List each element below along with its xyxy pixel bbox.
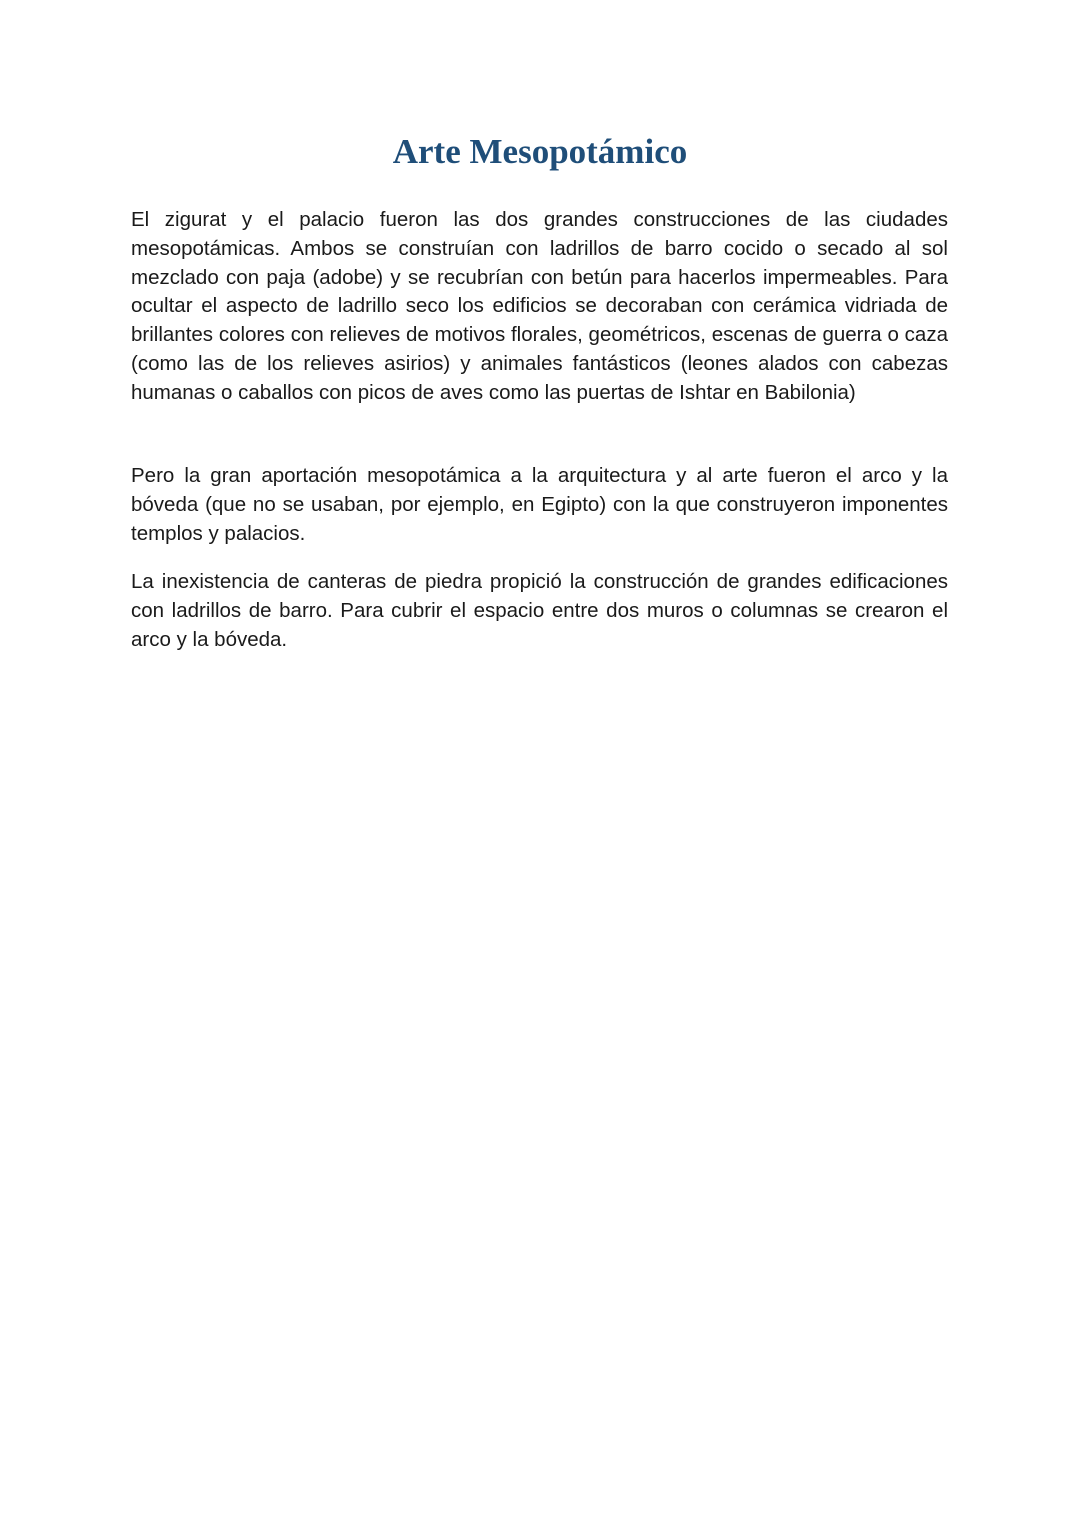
paragraph-zigurat-palacio: El zigurat y el palacio fueron las dos grandes construcciones de las ciudades mesopotámicas. Ambos se construían con ladrillos de barro cocido o secado al sol mezclado con paja (adobe) y se recubrían con betún para hacerlos impermeables. Para ocultar el aspecto de ladrillo seco los edificios se decoraban con cerámica vidriada de brillantes colores con relieves de motivos florales, geométricos, escenas de guerra o caza (como las de los relieves asirios) y animales fantásticos (leones alados con cabezas humanas o caballos con picos de aves como las puertas de Ishtar en Babilonia) [131,208,948,404]
document-title: Arte Mesopotámico [392,132,688,171]
paragraph-arco-boveda: Pero la gran aportación mesopotámica a la arquitectura y al arte fueron el arco y la bóveda (que no se usaban, por ejemplo, en Egipto) con la que construyeron imponentes templos y palacios. [131,464,948,545]
paragraph-canteras: La inexistencia de canteras de piedra propició la construcción de grandes edificaciones con ladrillos de barro. Para cubrir el espacio entre dos muros o columnas se crearon el arco y la bóveda. [131,570,948,651]
